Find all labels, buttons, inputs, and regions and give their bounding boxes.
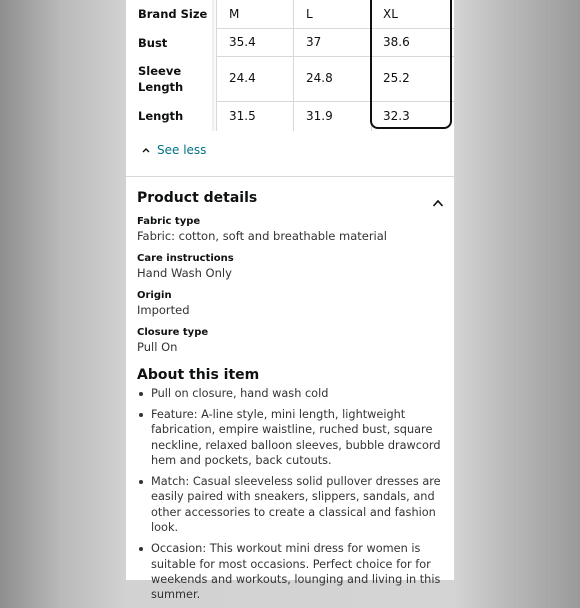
table-cell: 37 (306, 35, 322, 49)
size-chart-table (126, 0, 454, 131)
list-item: Match: Casual sleeveless solid pullover dresses are easily paired with sneakers, slippers, sandals, and other accessories to create a classical and fashion look. (151, 474, 459, 536)
table-cell: 31.9 (306, 109, 333, 123)
chevron-up-icon[interactable] (432, 198, 444, 208)
row-header-brand-size: Brand Size (138, 7, 208, 21)
table-cell: 35.4 (229, 35, 256, 49)
selected-size-highlight (370, 0, 452, 129)
row-header-length: Length (138, 109, 184, 123)
table-cell: 25.2 (383, 71, 410, 85)
product-details-heading: Product details (137, 190, 258, 206)
see-less-label: See less (157, 143, 207, 157)
row-header-sleeve-length: Sleeve Length (138, 64, 184, 94)
list-item: Occasion: This workout mini dress for women is suitable for most occasions. Perfect choice for for weekends and workouts, lounging and living in this summer. (151, 541, 459, 603)
list-item: Pull on closure, hand wash cold (151, 386, 459, 401)
table-cell: 32.3 (383, 109, 410, 123)
attribute-name: Origin (137, 290, 172, 301)
table-column-divider (293, 0, 294, 131)
table-cell: 24.4 (229, 71, 256, 85)
attribute-name: Fabric type (137, 216, 201, 227)
product-panel (126, 0, 454, 602)
feature-bullet-list (137, 386, 459, 608)
table-column-divider (216, 0, 217, 131)
table-cell: M (229, 7, 240, 21)
attribute-value: Hand Wash Only (137, 266, 232, 280)
table-cell: L (306, 7, 313, 21)
about-this-item-heading: About this item (137, 367, 260, 383)
table-cell: XL (383, 7, 398, 21)
attribute-value: Fabric: cotton, soft and breathable material (137, 229, 387, 243)
see-less-link[interactable] (140, 143, 206, 157)
table-cell: 31.5 (229, 109, 256, 123)
attribute-name: Closure type (137, 327, 209, 338)
row-header-bust: Bust (138, 36, 168, 50)
table-cell: 24.8 (306, 71, 333, 85)
chevron-up-icon (140, 144, 152, 156)
attribute-value: Pull On (137, 340, 178, 354)
list-item: Feature: A-line style, mini length, lightweight fabrication, empire waistline, ruched bust, square neckline, relaxed balloon sleeves, bubble drawcord hem and pockets, back cutouts. (151, 407, 459, 469)
attribute-value: Imported (137, 303, 190, 317)
attribute-name: Care instructions (137, 253, 234, 264)
section-divider (126, 176, 454, 177)
table-cell: 38.6 (383, 35, 410, 49)
